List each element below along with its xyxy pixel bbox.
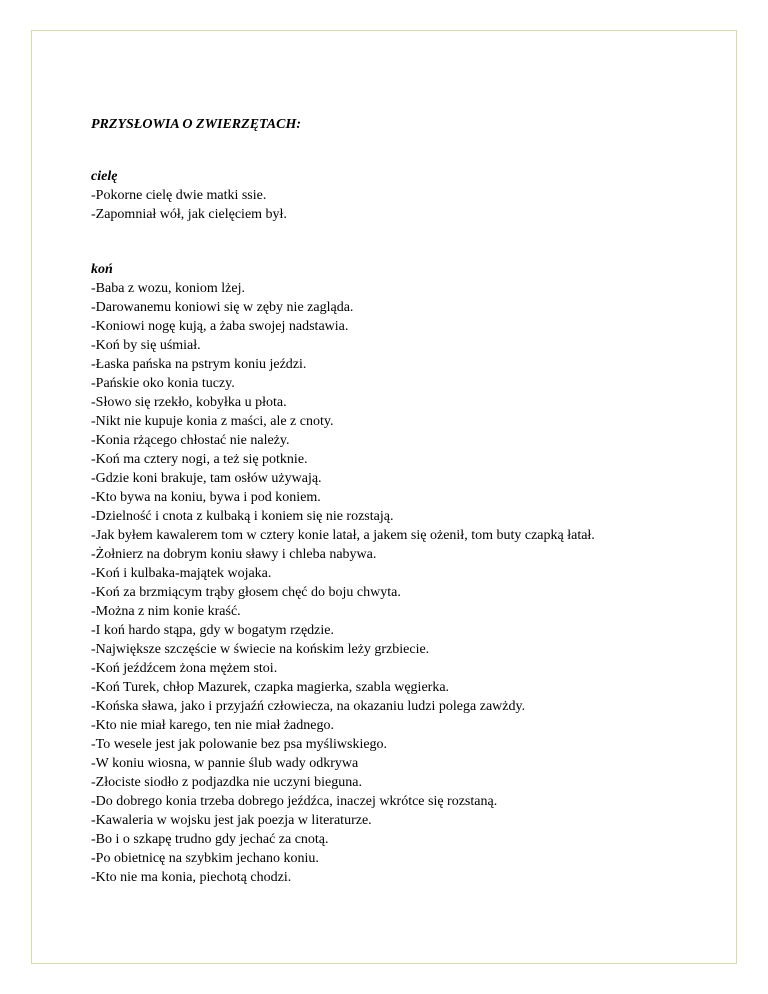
proverb-list-kon bbox=[91, 279, 731, 887]
spacer bbox=[91, 134, 731, 167]
proverb-line: -Słowo się rzekło, kobyłka u płota. bbox=[91, 395, 287, 410]
proverb-line: -Po obietnicę na szybkim jechano koniu. bbox=[91, 851, 319, 866]
proverb-line: -Największe szczęście w świecie na końskim leży grzbiecie. bbox=[91, 642, 430, 657]
proverb-line: -Jak byłem kawalerem tom w cztery konie latał, a jakem się ożenił, tom buty czapką łatał. bbox=[91, 528, 595, 543]
proverb-line: -W koniu wiosna, w pannie ślub wady odkrywa bbox=[91, 756, 359, 771]
proverb-line: -Złociste siodło z podjazdka nie uczyni bieguna. bbox=[91, 775, 362, 790]
proverb-line: -Koń za brzmiącym trąby głosem chęć do boju chwyta. bbox=[91, 585, 401, 600]
proverb-line: -Koń ma cztery nogi, a też się potknie. bbox=[91, 452, 308, 467]
section-heading-kon: koń bbox=[91, 262, 113, 277]
proverb-line: -Można z nim konie kraść. bbox=[91, 604, 241, 619]
proverb-line: -I koń hardo stąpa, gdy w bogatym rzędzie. bbox=[91, 623, 334, 638]
proverb-line: -Kawaleria w wojsku jest jak poezja w literaturze. bbox=[91, 813, 372, 828]
proverb-line: -To wesele jest jak polowanie bez psa myśliwskiego. bbox=[91, 737, 388, 752]
proverb-line: -Do dobrego konia trzeba dobrego jeźdźca, inaczej wkrótce się rozstaną. bbox=[91, 794, 498, 809]
spacer bbox=[91, 224, 731, 260]
proverb-line: -Kto nie miał karego, ten nie miał żadnego. bbox=[91, 718, 334, 733]
proverb-line: -Żołnierz na dobrym koniu sławy i chleba nabywa. bbox=[91, 547, 377, 562]
proverb-line: -Konia rżącego chłostać nie należy. bbox=[91, 433, 290, 448]
proverb-line: -Końska sława, jako i przyjaźń człowiecza, na okazaniu ludzi polega zawżdy. bbox=[91, 699, 526, 714]
proverb-line: -Koń by się uśmiał. bbox=[91, 338, 201, 353]
proverb-line: -Zapomniał wół, jak cielęciem był. bbox=[91, 207, 287, 222]
proverb-line: -Kto nie ma konia, piechotą chodzi. bbox=[91, 870, 292, 885]
proverb-list-ciele bbox=[91, 186, 731, 224]
proverb-line: -Koń jeźdźcem żona mężem stoi. bbox=[91, 661, 278, 676]
proverb-line: -Koń i kulbaka-majątek wojaka. bbox=[91, 566, 272, 581]
proverb-line: -Pokorne cielę dwie matki ssie. bbox=[91, 188, 267, 203]
proverb-line: -Baba z wozu, koniom lżej. bbox=[91, 281, 245, 296]
proverb-line: -Koń Turek, chłop Mazurek, czapka magierka, szabla węgierka. bbox=[91, 680, 450, 695]
section-ciele bbox=[91, 167, 731, 224]
proverb-line: -Dzielność i cnota z kulbaką i koniem się nie rozstają. bbox=[91, 509, 394, 524]
proverb-line: -Łaska pańska na pstrym koniu jeździ. bbox=[91, 357, 307, 372]
proverb-line: -Darowanemu koniowi się w zęby nie zagląda. bbox=[91, 300, 354, 315]
proverb-line: -Bo i o szkapę trudno gdy jechać za cnotą. bbox=[91, 832, 329, 847]
proverb-line: -Kto bywa na koniu, bywa i pod koniem. bbox=[91, 490, 321, 505]
document-body bbox=[91, 115, 731, 887]
proverb-line: -Koniowi nogę kują, a żaba swojej nadstawia. bbox=[91, 319, 349, 334]
section-heading-ciele: cielę bbox=[91, 169, 118, 184]
section-kon bbox=[91, 260, 731, 887]
proverb-line: -Nikt nie kupuje konia z maści, ale z cnoty. bbox=[91, 414, 334, 429]
proverb-line: -Pańskie oko konia tuczy. bbox=[91, 376, 235, 391]
document-title: PRZYSŁOWIA O ZWIERZĘTACH: bbox=[91, 117, 302, 132]
proverb-line: -Gdzie koni brakuje, tam osłów używają. bbox=[91, 471, 322, 486]
